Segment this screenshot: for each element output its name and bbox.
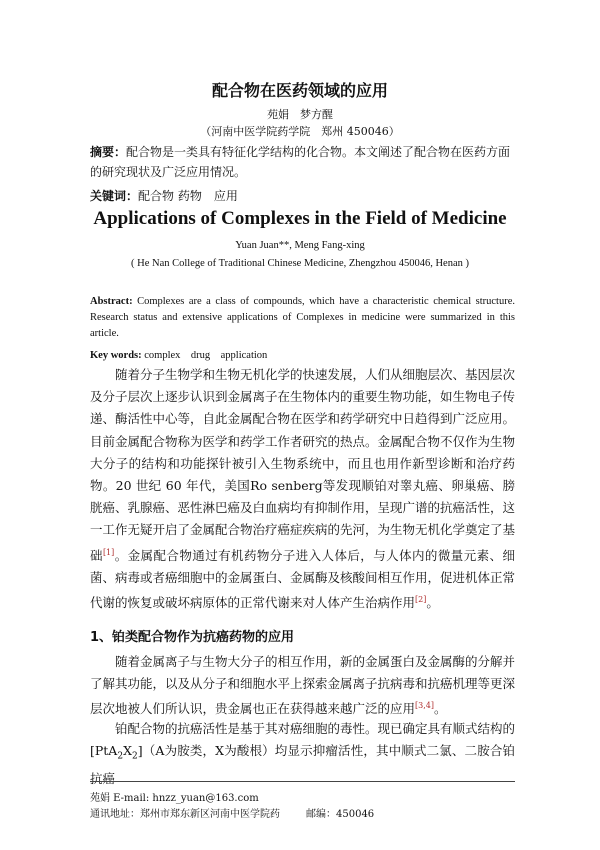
keywords-english-text: complex drug application — [141, 350, 268, 361]
footnote-divider — [90, 781, 515, 782]
affiliation-english: ( He Nan College of Traditional Chinese Medicine, Zhengzhou 450046, Henan ) — [131, 258, 469, 269]
title-chinese: 配合物在医药领域的应用 — [211, 81, 388, 100]
paragraph-2-text-b: 。 — [433, 701, 447, 717]
abstract-english-text: Complexes are a class of compounds, which have a characteristic chemical structure. Research status and extensive applications of Complexes in medicine were summarized in this article. — [90, 296, 515, 339]
footnote-postcode: 邮编：450046 — [306, 809, 375, 820]
footnote-address-text: 通讯地址：郑州市郑东新区河南中医学院药 — [90, 809, 280, 820]
abstract-chinese — [90, 142, 515, 182]
authors-chinese: 苑娟 梦方醒 — [267, 108, 333, 121]
affiliation-chinese: （河南中医学院药学院 郑州 450046） — [200, 125, 400, 138]
footnote-address — [90, 805, 515, 820]
paragraph-1-text-a: 随着分子生物学和生物无机化学的快速发展，人们从细胞层次、基因层次及分子层次上逐步认识到金属离子在生物体内的重要生物功能，如生物电子传递、酶活性中心等，自此金属配合物在医学和药学研究中日趋得到广泛应用。目前金属配合物称为医学和药学工作者研究的热点。金属配合物不仅作为生物大分子的结构和功能探针被引入生物系统中，而且也用作新型诊断和治疗药物。20 世纪 60 年代，美国Ro senberg等发现顺铂对睾丸癌、卵巢癌、膀胱癌、乳腺癌、恶性淋巴癌及白血病均有抑制作用，呈现广谱的抗癌活性，这一工作无疑开启了金属配合物治疗癌症疾病的先河，为生物无机化学奠定了基础 — [90, 367, 516, 563]
body-paragraph-3 — [90, 718, 515, 790]
body-paragraph-1 — [90, 364, 515, 615]
keywords-chinese-label: 关键词： — [90, 189, 139, 203]
footnote-email: 苑娟 E-mail: hnzz_yuan@163.com — [90, 793, 259, 804]
abstract-english — [90, 294, 515, 342]
paragraph-1-text-b: 。金属配合物通过有机药物分子进入人体后，与人体内的微量元素、细菌、病毒或者癌细胞中的金属蛋白、金属酶及核酸间相互作用，促进机体正常代谢的恢复或破坏病原体的正常代谢来对人体产生治病作用 — [90, 547, 516, 611]
paragraph-3-x: X — [123, 743, 132, 759]
keywords-english-label: Key words: — [90, 350, 142, 361]
paragraph-2-text-a: 随着金属离子与生物大分子的相互作用，新的金属蛋白及金属酶的分解并了解其功能，以及从分子和细胞水平上探索金属离子抗病毒和抗癌机理等更深层次地被人们所认识，贵金属也正在获得越来越广泛的应用 — [90, 654, 516, 717]
keywords-chinese — [90, 187, 515, 204]
subscript-x: 2 — [131, 751, 138, 762]
citation-1[interactable]: [1] — [102, 547, 115, 557]
authors-english: Yuan Juan**, Meng Fang-xing — [235, 240, 365, 251]
title-english: Applications of Complexes in the Field of Medicine — [93, 208, 507, 229]
paragraph-3-text-a: 铂配合物的抗癌活性是基于其对癌细胞的毒性。现已确定具有顺式结构的 [PtA — [90, 721, 516, 759]
abstract-chinese-text: 配合物是一类具有特征化学结构的化合物。本文阐述了配合物在医药方面的研究现状及广泛应用情况。 — [90, 145, 511, 179]
paragraph-1-text-c: 。 — [426, 595, 439, 611]
paragraph-3-text-b: ]（A为胺类，X为酸根）均显示抑瘤活性，其中顺式二氯、二胺合铂抗癌 — [90, 743, 515, 786]
body-paragraph-2 — [90, 651, 515, 721]
keywords-chinese-text: 配合物 药物 应用 — [138, 189, 238, 203]
abstract-chinese-label: 摘要： — [90, 145, 127, 159]
citation-2[interactable]: [2] — [415, 595, 427, 605]
abstract-english-label: Abstract: — [90, 296, 133, 307]
subscript-a: 2 — [117, 751, 124, 762]
citation-3-4[interactable]: [3,4] — [415, 701, 434, 711]
section-1-heading: 1、铂类配合物作为抗癌药物的应用 — [90, 630, 295, 645]
keywords-english — [90, 347, 515, 362]
